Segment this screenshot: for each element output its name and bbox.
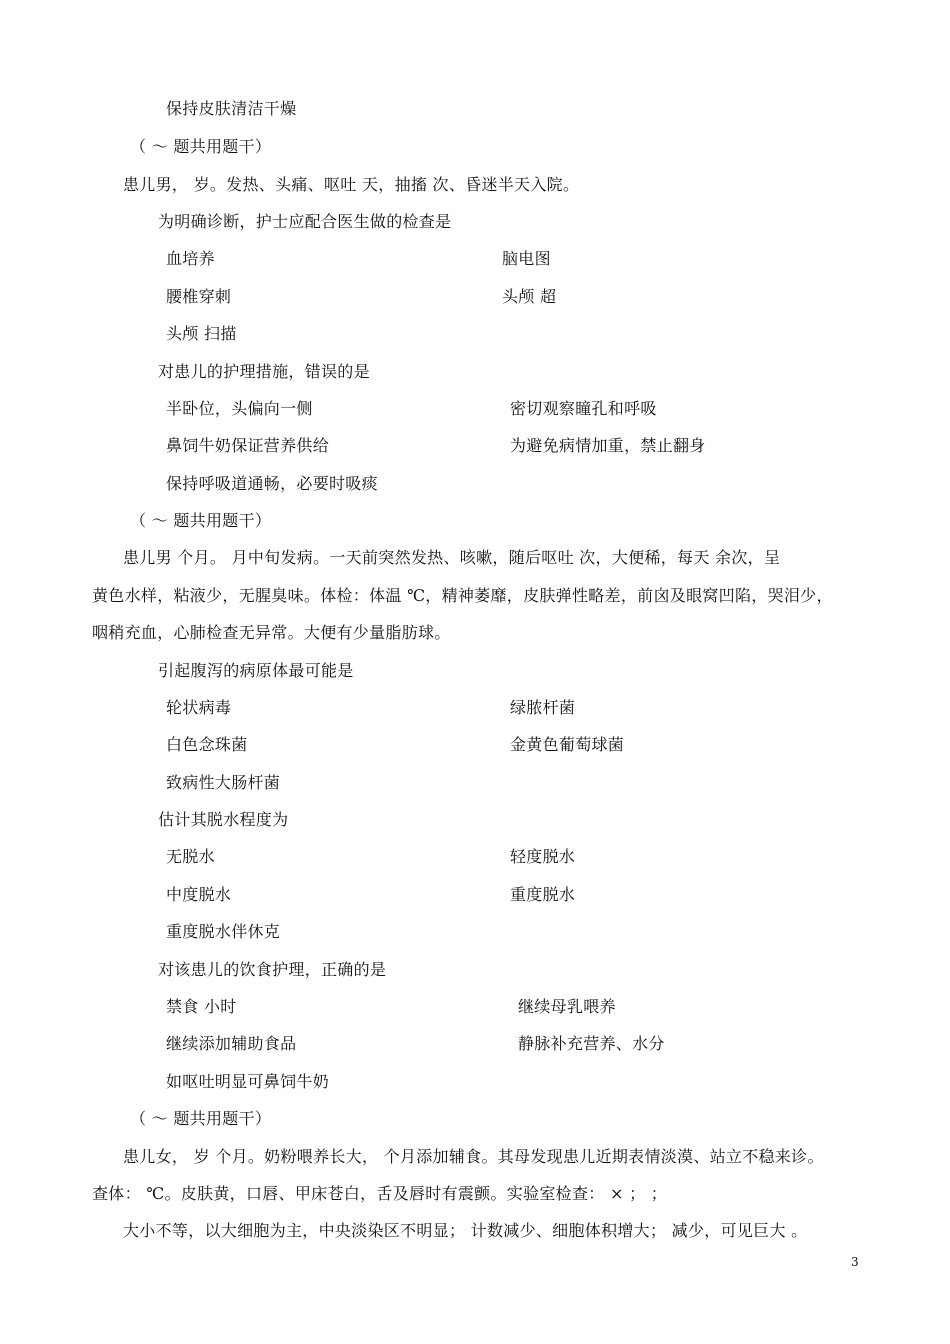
answer-option: 继续添加辅助食品 (166, 1034, 297, 1053)
answer-option: 血培养 (166, 249, 215, 268)
answer-option: 轮状病毒 (166, 698, 232, 717)
answer-option: 头颅 超 (502, 287, 557, 306)
answer-option: 脑电图 (502, 249, 551, 268)
question-group-header: （ ～ 题共用题干） (130, 511, 272, 530)
answer-option: 无脱水 (166, 847, 215, 866)
answer-option: 保持呼吸道通畅，必要时吸痰 (166, 474, 378, 493)
page-number: 3 (851, 1255, 859, 1269)
answer-option: 密切观察瞳孔和呼吸 (510, 399, 657, 418)
answer-option: 金黄色葡萄球菌 (510, 735, 625, 754)
question-group-header: （ ～ 题共用题干） (130, 1109, 272, 1128)
question-stem: 对患儿的护理措施，错误的是 (158, 362, 370, 381)
question-stem: 估计其脱水程度为 (158, 810, 289, 829)
case-description: 患儿女， 岁 个月。奶粉喂养长大， 个月添加辅食。其母发现患儿近期表情淡漠、站立不稳来诊。 (123, 1147, 824, 1166)
question-stem: 对该患儿的饮食护理，正确的是 (158, 960, 387, 979)
answer-option: 静脉补充营养、水分 (518, 1034, 665, 1053)
answer-option: 绿脓杆菌 (510, 698, 576, 717)
answer-option: 半卧位，头偏向一侧 (166, 399, 313, 418)
answer-option: 腰椎穿刺 (166, 287, 232, 306)
answer-option: 鼻饲牛奶保证营养供给 (166, 436, 330, 455)
case-description: 患儿男 个月。 月中旬发病。一天前突然发热、咳嗽，随后呕吐 次，大便稀，每天 余次，呈 (123, 548, 781, 567)
case-description: 黄色水样，粘液少，无腥臭味。体检：体温 ℃，精神萎靡，皮肤弹性略差，前囟及眼窝凹陷，哭泪少， (92, 586, 833, 605)
text-line: 保持皮肤清洁干燥 (166, 99, 297, 118)
answer-option: 头颅 扫描 (166, 324, 237, 343)
answer-option: 禁食 小时 (166, 997, 237, 1016)
case-description: 查体： ℃。皮肤黄，口唇、甲床苍白，舌及唇时有震颤。实验室检查： × ； ； (92, 1184, 668, 1203)
question-group-header: （ ～ 题共用题干） (130, 137, 272, 156)
answer-option: 如呕吐明显可鼻饲牛奶 (166, 1072, 330, 1091)
answer-option: 中度脱水 (166, 885, 232, 904)
answer-option: 致病性大肠杆菌 (166, 773, 281, 792)
case-description: 咽稍充血，心肺检查无异常。大便有少量脂肪球。 (92, 623, 451, 642)
answer-option: 继续母乳喂养 (518, 997, 616, 1016)
question-stem: 为明确诊断，护士应配合医生做的检查是 (158, 212, 452, 231)
answer-option: 轻度脱水 (510, 847, 576, 866)
answer-option: 重度脱水 (510, 885, 576, 904)
answer-option: 为避免病情加重，禁止翻身 (510, 436, 706, 455)
case-description: 大小不等，以大细胞为主，中央淡染区不明显； 计数减少、细胞体积增大； 减少，可见巨大 。 (123, 1221, 808, 1240)
answer-option: 白色念珠菌 (166, 735, 248, 754)
question-stem: 引起腹泻的病原体最可能是 (158, 661, 354, 680)
case-description: 患儿男， 岁。发热、头痛、呕吐 天，抽搐 次、昏迷半天入院。 (123, 175, 580, 194)
answer-option: 重度脱水伴休克 (166, 922, 281, 941)
